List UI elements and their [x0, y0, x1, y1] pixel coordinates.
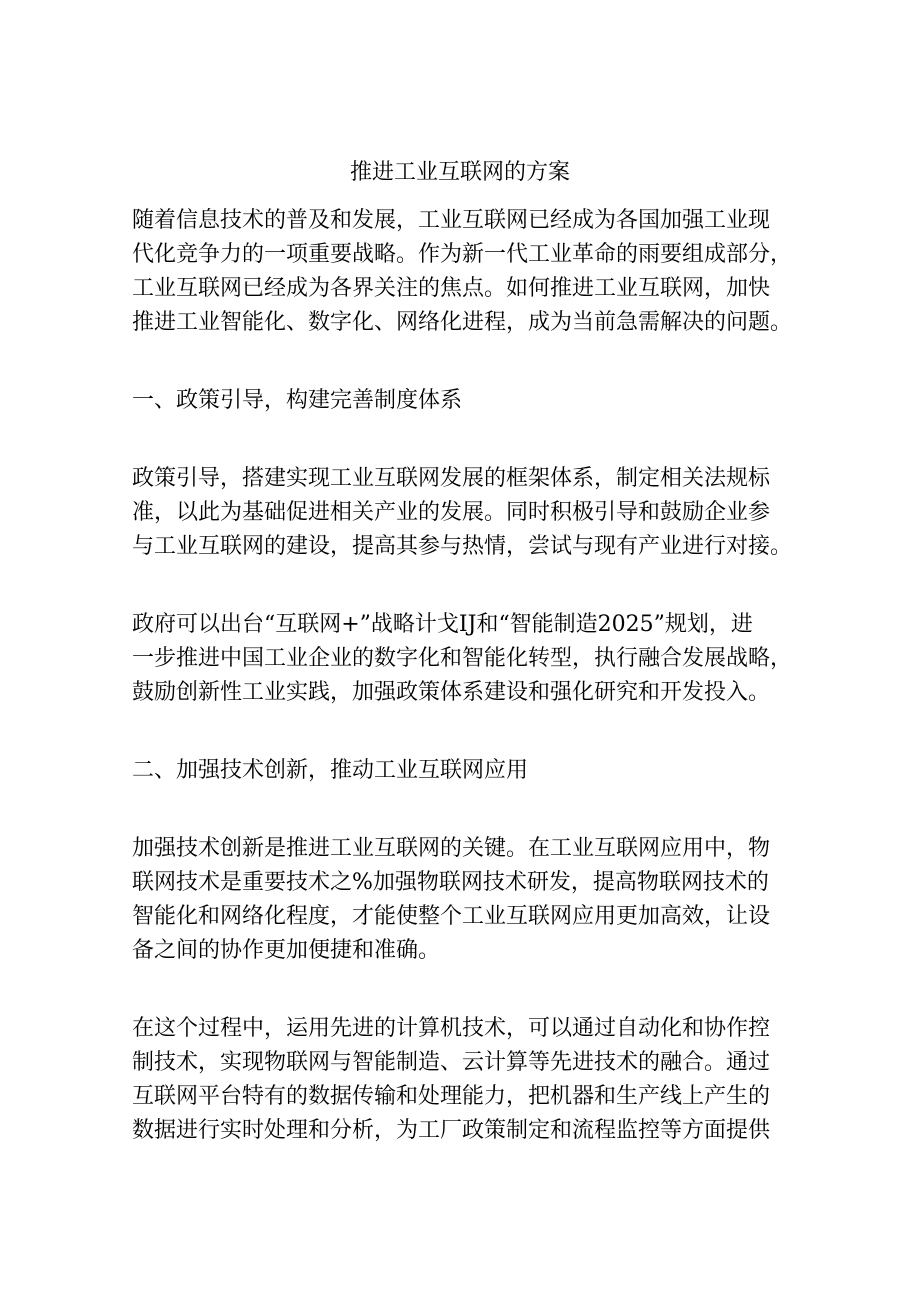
- paragraph-line: 备之间的协作更加便捷和准确。: [132, 938, 441, 963]
- paragraph-line: 政府可以出台“互联网+”战略计戈IJ和“智能制造2025”规划，进: [132, 612, 753, 637]
- intro-paragraph: [132, 204, 804, 340]
- paragraph-line: 政策引导，搭建实现工业互联网发展的框架体系，制定相关法规标: [132, 466, 771, 491]
- document-title: 推进工业互联网的方案: [349, 160, 570, 185]
- paragraph-line: 数据进行实时处理和分析，为工厂政策制定和流程监控等方面提供: [132, 1118, 771, 1143]
- section-1-heading: 一、政策引导，构建完善制度体系: [132, 388, 463, 413]
- paragraph-line: 联网技术是重要技术之%加强物联网技术研发，提高物联网技术的: [132, 870, 769, 895]
- paragraph-line: 智能化和网络化程度，才能使整个工业互联网应用更加高效，让设: [132, 904, 771, 929]
- paragraph-line: 加强技术创新是推进工业互联网的关键。在工业互联网应用中，物: [132, 836, 771, 861]
- section-1-paragraph-2: [132, 608, 804, 710]
- paragraph-line: 制技术，实现物联网与智能制造、云计算等先进技术的融合。通过: [132, 1050, 771, 1075]
- intro-line: 工业互联网已经成为各界关注的焦点。如何推进工业互联网，加快: [132, 276, 771, 301]
- intro-line: 代化竞争力的一项重要战略。作为新一代工业革命的雨要组成部分，: [132, 242, 793, 267]
- section-2-heading: 二、加强技术创新，推动工业互联网应用: [132, 758, 529, 783]
- paragraph-line: 准，以此为基础促进相关产业的发展。同时积极引导和鼓励企业参: [132, 500, 771, 525]
- intro-line: 推进工业智能化、数字化、网络化进程，成为当前急需解决的问题。: [132, 310, 793, 335]
- section-2-paragraph-1: [132, 832, 804, 968]
- paragraph-line: 一步推进中国工业企业的数字化和智能化转型，执行融合发展战略，: [132, 646, 793, 671]
- paragraph-line: 互联网平台特有的数据传输和处理能力，把机器和生产线上产生的: [132, 1084, 771, 1109]
- section-1-paragraph-1: [132, 462, 804, 564]
- document-body: [132, 204, 804, 1148]
- intro-line: 随着信息技术的普及和发展，工业互联网已经成为各国加强工业现: [132, 208, 771, 233]
- paragraph-line: 与工业互联网的建设，提高其参与热情，尝试与现有产业进行对接。: [132, 534, 793, 559]
- section-2-paragraph-2: [132, 1012, 804, 1148]
- paragraph-line: 鼓励创新性工业实践，加强政策体系建设和强化研究和开发投入。: [132, 680, 771, 705]
- paragraph-line: 在这个过程中，运用先进的计算机技术，可以通过自动化和协作控: [132, 1016, 771, 1041]
